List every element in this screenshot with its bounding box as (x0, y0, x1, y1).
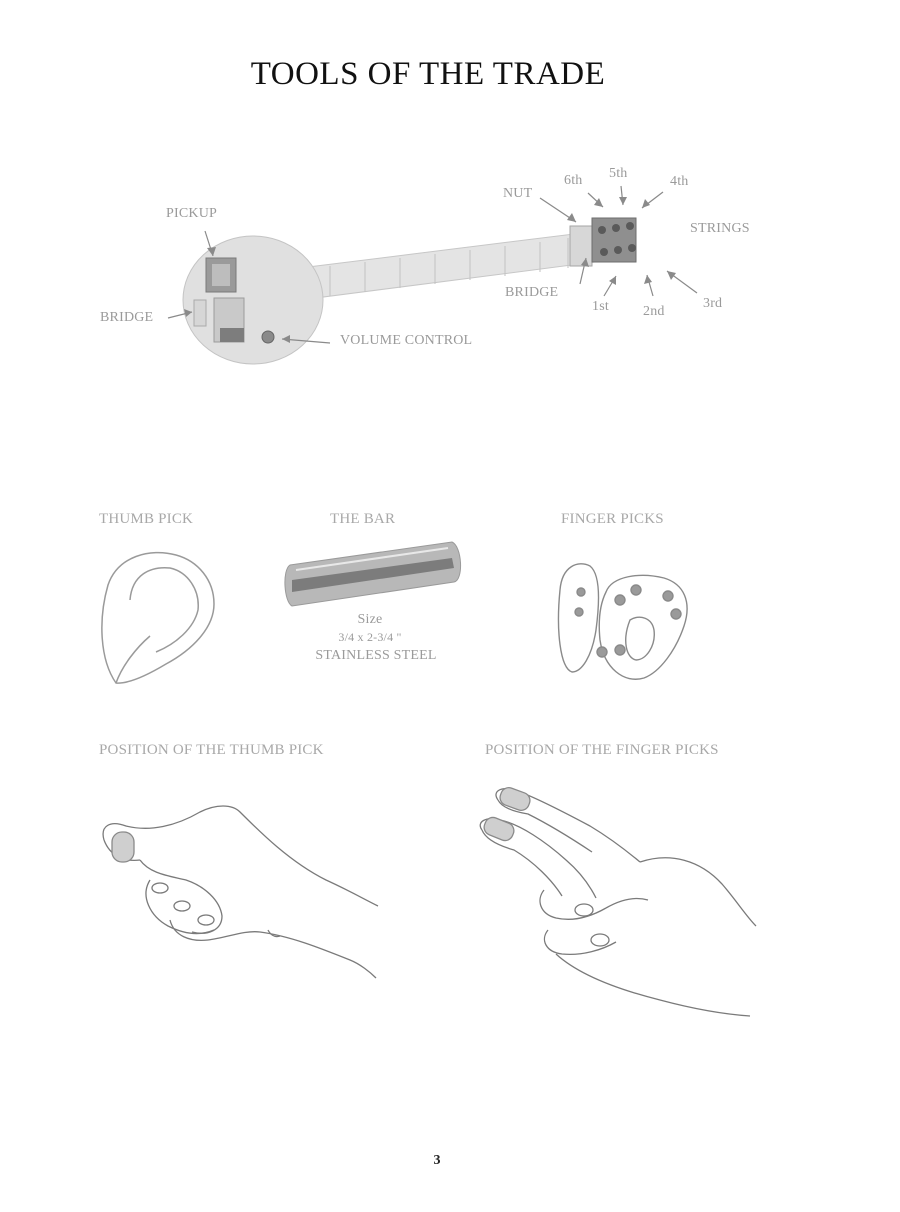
bar-size-label: Size (357, 612, 383, 627)
string-5-label: 5th (609, 166, 628, 181)
string-3-label: 3rd (703, 296, 723, 311)
bar-material: STAINLESS STEEL (315, 648, 437, 663)
volume-control-label: VOLUME CONTROL (340, 333, 473, 348)
strings-label: STRINGS (690, 221, 750, 236)
string-4-label: 4th (670, 174, 689, 189)
bridge-right-label: BRIDGE (505, 285, 559, 300)
nut-label: NUT (503, 186, 533, 201)
string-1-label: 1st (592, 299, 609, 314)
string-2-label: 2nd (643, 304, 665, 319)
bridge-left-label: BRIDGE (100, 310, 154, 325)
hand-finger-picks-illustration (480, 785, 756, 1016)
page-number: 3 (433, 1153, 441, 1168)
string-6-label: 6th (564, 173, 583, 188)
hand-thumb-pick-illustration (103, 806, 378, 978)
pickup-label: PICKUP (166, 206, 217, 221)
the-bar-heading: THE BAR (330, 511, 396, 527)
finger-picks-position-heading: POSITION OF THE FINGER PICKS (485, 742, 719, 758)
bar-size-value: 3/4 x 2-3/4 " (338, 630, 402, 644)
thumb-pick-position-heading: POSITION OF THE THUMB PICK (99, 742, 324, 758)
page-title: TOOLS OF THE TRADE (250, 56, 606, 92)
thumb-pick-heading: THUMB PICK (99, 511, 194, 527)
finger-picks-heading: FINGER PICKS (561, 511, 664, 527)
